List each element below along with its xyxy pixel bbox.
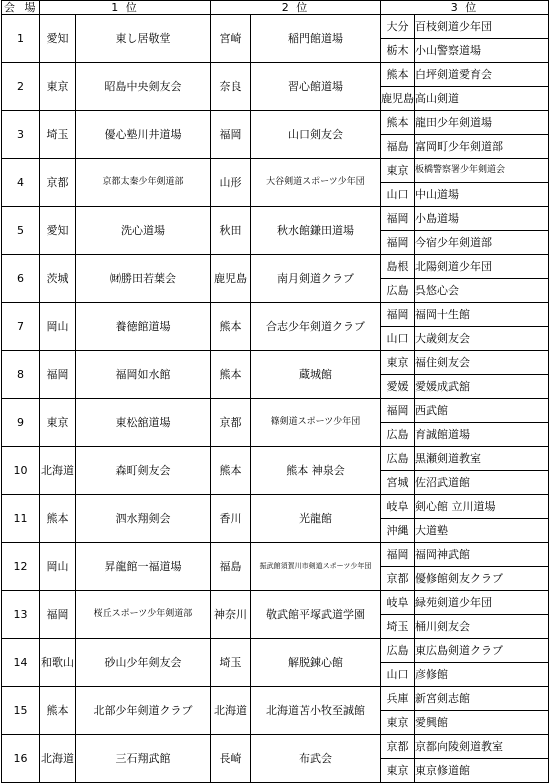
third-place-prefecture: 山口: [381, 327, 415, 351]
first-place-prefecture: 熊本: [40, 687, 76, 735]
third-place-team: 白坪剣道愛育会: [415, 63, 549, 87]
first-place-prefecture: 愛知: [40, 15, 76, 63]
first-place-prefecture: 福岡: [40, 351, 76, 399]
venue-row: [2, 687, 549, 711]
third-place-team: 富岡町少年剣道部: [415, 135, 549, 159]
rank1-header: 1 位: [40, 1, 211, 15]
third-place-team: 優修館剣友クラブ: [415, 567, 549, 591]
second-place-prefecture: 香川: [211, 495, 251, 543]
third-place-team: 北陽剣道少年団: [415, 255, 549, 279]
second-place-team: 振武館須賀川市剣道スポーツ少年団: [251, 543, 381, 591]
third-place-team: 桶川剣友会: [415, 615, 549, 639]
second-place-prefecture: 秋田: [211, 207, 251, 255]
third-place-team: 京都向陵剣道教室: [415, 735, 549, 759]
venue-row: [2, 15, 549, 39]
second-place-prefecture: 北海道: [211, 687, 251, 735]
third-place-team: 彦修館: [415, 663, 549, 687]
second-place-prefecture: 鹿児島: [211, 255, 251, 303]
first-place-prefecture: 茨城: [40, 255, 76, 303]
second-place-team: 大谷剣道スポーツ少年団: [251, 159, 381, 207]
first-place-prefecture: 東京: [40, 63, 76, 111]
third-place-team: 愛興館: [415, 711, 549, 735]
third-place-team: 新宮剣志館: [415, 687, 549, 711]
third-place-prefecture: 岐阜: [381, 591, 415, 615]
first-place-team: 京都太秦少年剣道部: [76, 159, 211, 207]
third-place-prefecture: 広島: [381, 279, 415, 303]
venue-row: [2, 495, 549, 519]
second-place-prefecture: 福島: [211, 543, 251, 591]
first-place-team: 養徳館道場: [76, 303, 211, 351]
venue-row: [2, 63, 549, 87]
third-place-team: 板橋警察署少年剣道会: [415, 159, 549, 183]
venue-number: 10: [2, 447, 40, 495]
third-place-prefecture: 広島: [381, 447, 415, 471]
venue-number: 3: [2, 111, 40, 159]
second-place-team: 敬武館平塚武道学園: [251, 591, 381, 639]
venue-number: 9: [2, 399, 40, 447]
first-place-prefecture: 福岡: [40, 591, 76, 639]
second-place-team: 習心館道場: [251, 63, 381, 111]
first-place-team: 三石翔武館: [76, 735, 211, 783]
second-place-team: 布武会: [251, 735, 381, 783]
third-place-team: 福岡十生館: [415, 303, 549, 327]
third-place-team: 西武館: [415, 399, 549, 423]
first-place-team: 洗心道場: [76, 207, 211, 255]
venue-number: 11: [2, 495, 40, 543]
venue-row: [2, 639, 549, 663]
second-place-prefecture: 奈良: [211, 63, 251, 111]
third-place-prefecture: 福岡: [381, 543, 415, 567]
second-place-prefecture: 神奈川: [211, 591, 251, 639]
third-place-team: 緑苑剣道少年団: [415, 591, 549, 615]
third-place-team: 佐沼武道館: [415, 471, 549, 495]
second-place-team: 南月剣道クラブ: [251, 255, 381, 303]
second-place-team: 稲門館道場: [251, 15, 381, 63]
first-place-team: ㈶勝田若葉会: [76, 255, 211, 303]
third-place-team: 福岡神武館: [415, 543, 549, 567]
third-place-prefecture: 埼玉: [381, 615, 415, 639]
venue-row: [2, 351, 549, 375]
venue-number: 6: [2, 255, 40, 303]
first-place-prefecture: 熊本: [40, 495, 76, 543]
third-place-prefecture: 東京: [381, 759, 415, 783]
venue-number: 5: [2, 207, 40, 255]
tournament-results-table: [1, 0, 549, 783]
first-place-team: 泗水翔剣会: [76, 495, 211, 543]
first-place-prefecture: 和歌山: [40, 639, 76, 687]
third-place-team: 愛媛成武舘: [415, 375, 549, 399]
first-place-team: 東松舘道場: [76, 399, 211, 447]
third-place-prefecture: 熊本: [381, 63, 415, 87]
third-place-prefecture: 東京: [381, 351, 415, 375]
third-place-prefecture: 京都: [381, 735, 415, 759]
venue-row: [2, 591, 549, 615]
third-place-team: 今宿少年剣道部: [415, 231, 549, 255]
third-place-team: 大道塾: [415, 519, 549, 543]
third-place-team: 大歳剣友会: [415, 327, 549, 351]
venue-row: [2, 447, 549, 471]
third-place-team: 呉悠心会: [415, 279, 549, 303]
first-place-team: 砂山少年剣友会: [76, 639, 211, 687]
third-place-prefecture: 大分: [381, 15, 415, 39]
venue-row: [2, 207, 549, 231]
third-place-prefecture: 沖縄: [381, 519, 415, 543]
venue-row: [2, 543, 549, 567]
venue-row: [2, 735, 549, 759]
venue-number: 8: [2, 351, 40, 399]
third-place-prefecture: 岐阜: [381, 495, 415, 519]
third-place-prefecture: 熊本: [381, 111, 415, 135]
venue-number: 7: [2, 303, 40, 351]
second-place-prefecture: 山形: [211, 159, 251, 207]
venue-number: 13: [2, 591, 40, 639]
second-place-team: 秋水館鎌田道場: [251, 207, 381, 255]
first-place-team: 東し居敬堂: [76, 15, 211, 63]
second-place-team: 光龍館: [251, 495, 381, 543]
second-place-prefecture: 宮崎: [211, 15, 251, 63]
venue-row: [2, 303, 549, 327]
third-place-prefecture: 鹿児島: [381, 87, 415, 111]
venue-number: 15: [2, 687, 40, 735]
third-place-prefecture: 山口: [381, 183, 415, 207]
second-place-prefecture: 熊本: [211, 351, 251, 399]
third-place-team: 中山道場: [415, 183, 549, 207]
second-place-team: 篠剣道スポーツ少年団: [251, 399, 381, 447]
first-place-team: 桜丘スポーツ少年剣道部: [76, 591, 211, 639]
second-place-prefecture: 長崎: [211, 735, 251, 783]
third-place-prefecture: 山口: [381, 663, 415, 687]
venue-row: [2, 255, 549, 279]
first-place-team: 昇龍館一福道場: [76, 543, 211, 591]
third-place-team: 黒瀬剣道教室: [415, 447, 549, 471]
third-place-prefecture: 京都: [381, 567, 415, 591]
second-place-team: 蔵城館: [251, 351, 381, 399]
second-place-prefecture: 熊本: [211, 447, 251, 495]
rank3-header: 3 位: [381, 1, 549, 15]
first-place-team: 優心塾川井道場: [76, 111, 211, 159]
second-place-team: 解脱錬心館: [251, 639, 381, 687]
third-place-prefecture: 栃木: [381, 39, 415, 63]
second-place-prefecture: 埼玉: [211, 639, 251, 687]
third-place-team: 百枝剣道少年団: [415, 15, 549, 39]
second-place-team: 山口剣友会: [251, 111, 381, 159]
third-place-prefecture: 兵庫: [381, 687, 415, 711]
third-place-team: 剣心館 立川道場: [415, 495, 549, 519]
venue-row: [2, 111, 549, 135]
first-place-team: 昭島中央剣友会: [76, 63, 211, 111]
second-place-team: 北海道苫小牧至誠館: [251, 687, 381, 735]
third-place-team: 小島道場: [415, 207, 549, 231]
third-place-prefecture: 島根: [381, 255, 415, 279]
third-place-prefecture: 福岡: [381, 399, 415, 423]
third-place-prefecture: 広島: [381, 423, 415, 447]
venue-header: 会 場: [2, 1, 40, 15]
second-place-prefecture: 熊本: [211, 303, 251, 351]
venue-number: 1: [2, 15, 40, 63]
third-place-prefecture: 福岡: [381, 207, 415, 231]
third-place-prefecture: 広島: [381, 639, 415, 663]
second-place-prefecture: 京都: [211, 399, 251, 447]
third-place-prefecture: 東京: [381, 159, 415, 183]
third-place-team: 福住剣友会: [415, 351, 549, 375]
third-place-prefecture: 福岡: [381, 303, 415, 327]
second-place-prefecture: 福岡: [211, 111, 251, 159]
third-place-prefecture: 宮城: [381, 471, 415, 495]
header-row: [2, 1, 549, 15]
first-place-prefecture: 東京: [40, 399, 76, 447]
first-place-prefecture: 埼玉: [40, 111, 76, 159]
third-place-team: 龍田少年剣道場: [415, 111, 549, 135]
rank2-header: 2 位: [211, 1, 381, 15]
third-place-team: 東京修道館: [415, 759, 549, 783]
venue-number: 16: [2, 735, 40, 783]
third-place-prefecture: 愛媛: [381, 375, 415, 399]
venue-number: 2: [2, 63, 40, 111]
first-place-prefecture: 岡山: [40, 543, 76, 591]
third-place-team: 小山警察道場: [415, 39, 549, 63]
venue-number: 4: [2, 159, 40, 207]
first-place-prefecture: 北海道: [40, 447, 76, 495]
third-place-team: 東広島剣道クラブ: [415, 639, 549, 663]
third-place-team: 育誠館道場: [415, 423, 549, 447]
first-place-prefecture: 京都: [40, 159, 76, 207]
venue-row: [2, 159, 549, 183]
third-place-team: 高山剣道: [415, 87, 549, 111]
venue-number: 12: [2, 543, 40, 591]
second-place-team: 熊本 神泉会: [251, 447, 381, 495]
first-place-prefecture: 北海道: [40, 735, 76, 783]
first-place-prefecture: 岡山: [40, 303, 76, 351]
first-place-team: 森町剣友会: [76, 447, 211, 495]
venue-number: 14: [2, 639, 40, 687]
third-place-prefecture: 東京: [381, 711, 415, 735]
third-place-prefecture: 福島: [381, 135, 415, 159]
third-place-prefecture: 福岡: [381, 231, 415, 255]
first-place-prefecture: 愛知: [40, 207, 76, 255]
first-place-team: 福岡如水館: [76, 351, 211, 399]
first-place-team: 北部少年剣道クラブ: [76, 687, 211, 735]
results-body: [2, 15, 549, 783]
venue-row: [2, 399, 549, 423]
second-place-team: 合志少年剣道クラブ: [251, 303, 381, 351]
